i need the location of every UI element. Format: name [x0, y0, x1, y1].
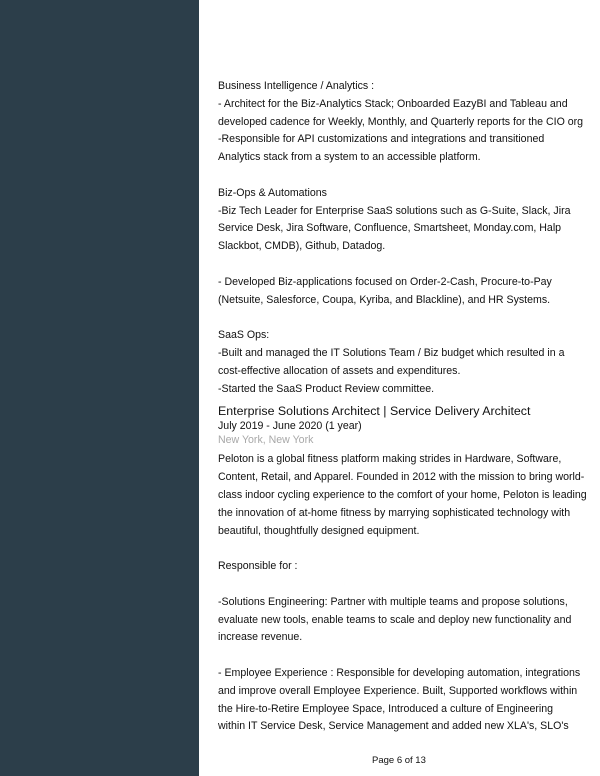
sidebar-panel	[0, 0, 199, 776]
spacer	[218, 647, 580, 665]
saasops-section	[218, 327, 580, 398]
bizops-line: Service Desk, Jira Software, Confluence, Smartsheet, Monday.com, Halp	[218, 222, 562, 235]
resume-content	[218, 78, 587, 736]
job-description	[218, 451, 587, 540]
bi-line: Analytics stack from a system to an accessible platform.	[218, 151, 481, 164]
bi-line: - Architect for the Biz-Analytics Stack; Onboarded EazyBI and Tableau and	[218, 97, 568, 110]
employee-section	[218, 665, 580, 736]
spacer	[218, 309, 580, 327]
employee-line: and improve overall Employee Experience. Built, Supported workflows within	[218, 684, 578, 697]
saasops-line: -Built and managed the IT Solutions Team / Biz budget which resulted in a	[218, 346, 565, 359]
page-number: Page 6 of 13	[372, 755, 426, 766]
bizops-line: -Biz Tech Leader for Enterprise SaaS solutions such as G-Suite, Slack, Jira	[218, 204, 571, 217]
description-line: beautiful, thoughtfully designed equipment.	[218, 524, 420, 537]
job-dates: July 2019 - June 2020 (1 year)	[218, 420, 362, 433]
bi-section	[218, 78, 584, 167]
description-line: class indoor cycling experience to the comfort of your home, Peloton is leading	[218, 488, 587, 501]
solutions-line: evaluate new tools, enable teams to scale and deploy new functionality and	[218, 613, 572, 626]
employee-line: within IT Service Desk, Service Management and added new XLA's, SLO's	[218, 720, 569, 733]
bizops-section	[218, 185, 580, 256]
solutions-section	[218, 594, 580, 647]
spacer	[218, 540, 580, 558]
solutions-line: increase revenue.	[218, 631, 303, 644]
saasops-heading: SaaS Ops:	[218, 329, 270, 342]
bi-line: developed cadence for Weekly, Monthly, and Quarterly reports for the CIO org	[218, 115, 584, 128]
bizops-apps-line: - Developed Biz-applications focused on Order-2-Cash, Procure-to-Pay	[218, 275, 552, 288]
bizops-heading: Biz-Ops & Automations	[218, 186, 327, 199]
solutions-line: -Solutions Engineering: Partner with multiple teams and propose solutions,	[218, 595, 568, 608]
saasops-line: cost-effective allocation of assets and expenditures.	[218, 364, 461, 377]
bizops-apps-section	[218, 274, 580, 310]
spacer	[218, 256, 580, 274]
bi-line: -Responsible for API customizations and integrations and transitioned	[218, 133, 545, 146]
job-location: New York, New York	[218, 434, 314, 447]
responsible-heading: Responsible for :	[218, 560, 298, 573]
bizops-apps-line: (Netsuite, Salesforce, Coupa, Kyriba, and Blackline), and HR Systems.	[218, 293, 551, 306]
bizops-line: Slackbot, CMDB), Github, Datadog.	[218, 240, 386, 253]
employee-line: the Hire-to-Retire Employee Space, Introduced a culture of Engineering	[218, 702, 554, 715]
description-line: Peloton is a global fitness platform making strides in Hardware, Software,	[218, 453, 562, 466]
employee-line: - Employee Experience : Responsible for developing automation, integrations	[218, 666, 581, 679]
saasops-line: -Started the SaaS Product Review committee.	[218, 382, 435, 395]
spacer	[218, 167, 580, 185]
description-line: Content, Retail, and Apparel. Founded in 2012 with the mission to bring world-	[218, 471, 585, 484]
bi-heading: Business Intelligence / Analytics :	[218, 80, 375, 92]
job-title: Enterprise Solutions Architect | Service Delivery Architect	[218, 404, 531, 419]
description-line: the innovation of at-home fitness by marrying sophisticated technology with	[218, 506, 571, 519]
spacer	[218, 576, 580, 594]
